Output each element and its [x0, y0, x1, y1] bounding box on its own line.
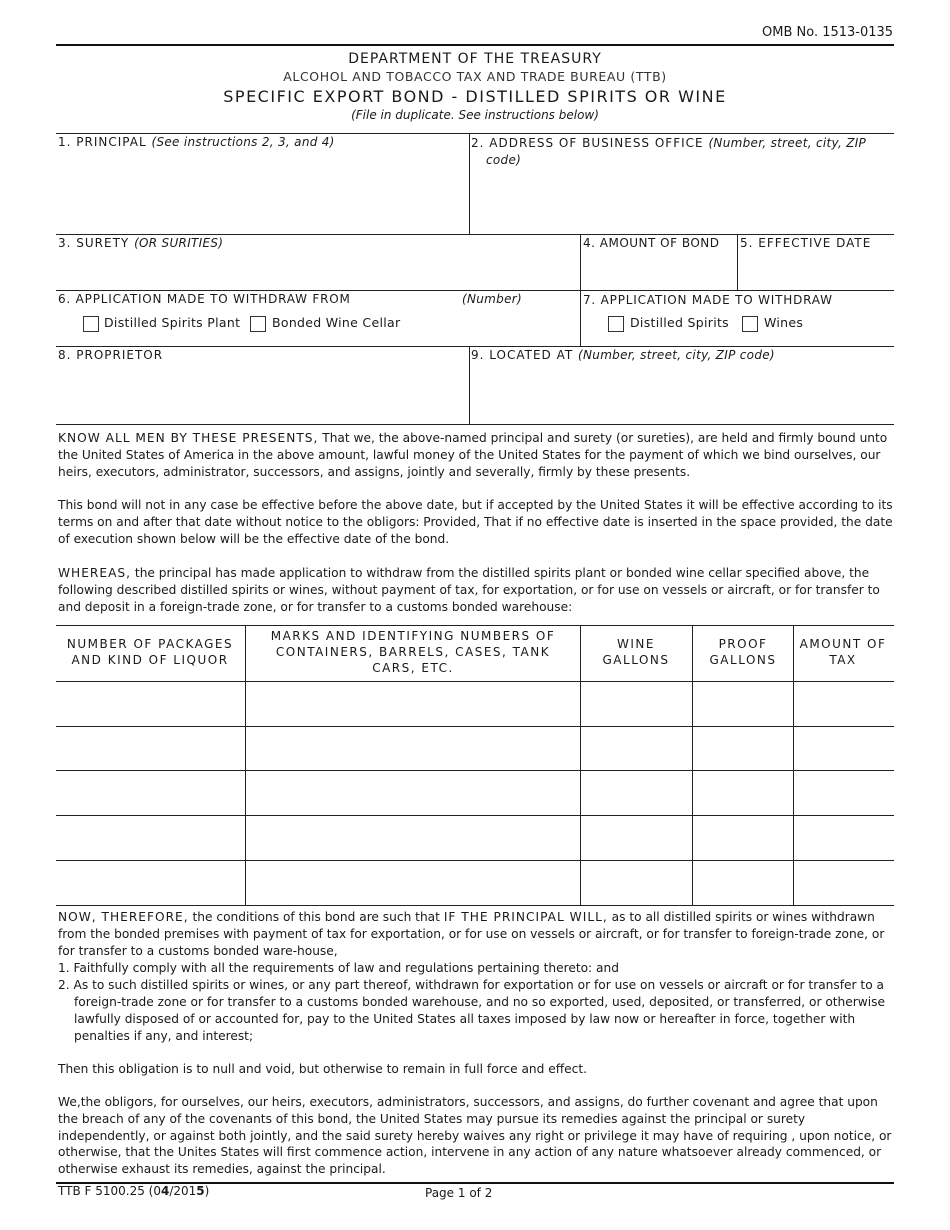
business-address-note: (Number, street, city, ZIP: [708, 136, 867, 150]
page-number: Page 1 of 2: [425, 1186, 493, 1200]
form-number: TTB F 5100.25 (04/2015): [58, 1184, 210, 1198]
bureau-heading: ALCOHOL AND TOBACCO TAX AND TRADE BUREAU (TTB): [283, 69, 667, 84]
table-cell[interactable]: [693, 682, 792, 725]
amount-of-bond-field[interactable]: 4. AMOUNT OF BOND: [583, 236, 720, 250]
table-cell[interactable]: [794, 682, 893, 725]
column-header-amount-of-tax: AMOUNT OF TAX: [799, 637, 887, 667]
withdraw-from-label: 6. APPLICATION MADE TO WITHDRAW FROM: [58, 292, 351, 306]
principal-field[interactable]: [58, 134, 335, 150]
omb-number: OMB No. 1513-0135: [762, 25, 894, 40]
condition-item-1: 1. Faithfully comply with all the requirements of law and regulations pertaining thereto: and: [58, 961, 619, 975]
business-address-note-cont: code): [486, 153, 522, 167]
distilled-spirits-label: Distilled Spirits: [630, 315, 729, 330]
surety-label: 3. SURETY: [58, 236, 130, 250]
grid-line: [469, 133, 470, 234]
distilled-spirits-plant-label: Distilled Spirits Plant: [104, 315, 241, 330]
principal-label: 1. PRINCIPAL: [58, 135, 147, 149]
surety-field[interactable]: [58, 235, 223, 251]
surety-note: (OR SURITIES): [134, 236, 224, 250]
table-col-line: [793, 625, 794, 905]
column-header-wine-gallons: WINE GALLONS: [602, 637, 670, 667]
grid-line: [737, 234, 738, 290]
column-header-marks: MARKS AND IDENTIFYING NUMBERS OF CONTAINERS, BARRELS, CASES, TANK CARS, ETC.: [270, 629, 556, 675]
form-subtitle: (File in duplicate. See instructions below): [351, 108, 599, 122]
form-title: SPECIFIC EXPORT BOND - DISTILLED SPIRITS OR WINE: [223, 87, 727, 106]
principal-note: (See instructions 2, 3, and 4): [151, 135, 335, 149]
proprietor-field[interactable]: 8. PROPRIETOR: [58, 348, 164, 362]
business-address-label: 2. ADDRESS OF BUSINESS OFFICE: [471, 136, 704, 150]
located-at-label: 9. LOCATED AT: [471, 348, 574, 362]
distilled-spirits-checkbox[interactable]: [608, 316, 624, 332]
withdraw-from-number[interactable]: (Number): [462, 292, 522, 306]
wines-label: Wines: [764, 315, 804, 330]
covenant-paragraph: We,the obligors, for ourselves, our heirs, executors, administrators, successors, and assigns, do further covenant and agree that upon the breach of any of the covenants of this bond, the United States may pursue its remedies against the principal or surety independently, or against both jointly, and the said surety hereby waives any right or privilege it may have of requiring , upon notice, or otherwise, that the Unites States will first commence action, intervene in any action of any nature whatsoever already commenced, or otherwise exhaust its remedies, against the principal.: [58, 1095, 892, 1177]
now-therefore-paragraph: NOW, THEREFORE, the conditions of this bond are such that IF THE PRINCIPAL WILL, as to all distilled spirits or wines withdrawn from the bonded premises with payment of tax for exportation, or for use on vessels or aircraft, or for transfer to foreign-trade zone, or for transfer to a customs bonded ware-house,: [58, 910, 885, 958]
bonded-wine-cellar-checkbox[interactable]: [250, 316, 266, 332]
effective-date-field[interactable]: 5. EFFECTIVE DATE: [740, 236, 872, 250]
located-at-note: (Number, street, city, ZIP code): [578, 348, 775, 362]
know-all-men-paragraph: KNOW ALL MEN BY THESE PRESENTS, That we, the above-named principal and surety (or sureties), are held and firmly bound unto the United States of America in the above amount, lawful money of the United States for the payment of which we bind ourselves, our heirs, executors, administrator, successors, and assigns, jointly and severally, firmly by these presents.: [58, 431, 888, 479]
table-col-line: [245, 625, 246, 905]
located-at-field[interactable]: [471, 347, 775, 363]
table-row-line: [56, 815, 894, 816]
whereas-paragraph: WHEREAS, the principal has made application to withdraw from the distilled spirits plant or bonded wine cellar specified above, the following described distilled spirits or wines, without payment of tax, for exportation, or for use on vessels or aircraft, or for transfer to and deposit in a foreign-trade zone, or for transfer to a customs bonded warehouse:: [58, 566, 880, 614]
grid-line: [580, 234, 581, 346]
department-heading: DEPARTMENT OF THE TREASURY: [348, 51, 602, 67]
business-address-field[interactable]: [471, 135, 881, 151]
table-border: [56, 905, 894, 906]
effective-paragraph: This bond will not in any case be effective before the above date, but if accepted by the United States it will be effective according to its terms on and after that date without notice to the obligors: Provided, That if no effective date is inserted in the space provided, the date of execution shown below will be the effective date of the bond.: [58, 498, 893, 546]
table-row-line: [56, 770, 894, 771]
table-row-line: [56, 726, 894, 727]
table-border: [56, 625, 894, 626]
bonded-wine-cellar-label: Bonded Wine Cellar: [272, 315, 401, 330]
column-header-proof-gallons: PROOF GALLONS: [709, 637, 777, 667]
table-cell[interactable]: [246, 682, 579, 725]
table-col-line: [580, 625, 581, 905]
table-cell[interactable]: [57, 682, 244, 725]
condition-item-2-cont: foreign-trade zone or for transfer to a customs bonded warehouse, and no so exported, used, deposited, or transferred, or otherwise lawfully disposed of or accounted for, pay to the United States all taxes imposed by law now or hereafter in force, together with penalties if any, and interest;: [74, 995, 885, 1043]
withdraw-label: 7. APPLICATION MADE TO WITHDRAW: [583, 293, 833, 307]
wines-checkbox[interactable]: [742, 316, 758, 332]
table-cell[interactable]: [581, 682, 691, 725]
table-col-line: [692, 625, 693, 905]
distilled-spirits-plant-checkbox[interactable]: [83, 316, 99, 332]
column-header-packages: NUMBER OF PACKAGES AND KIND OF LIQUOR: [66, 637, 234, 667]
null-void-paragraph: Then this obligation is to null and void, but otherwise to remain in full force and effect.: [58, 1062, 588, 1076]
top-rule: [56, 44, 894, 46]
grid-line: [469, 346, 470, 424]
grid-line: [56, 424, 894, 425]
condition-item-2: 2. As to such distilled spirits or wines, or any part thereof, withdrawn for exportation or for use on vessels or aircraft or for transfer to a: [58, 978, 885, 992]
table-row-line: [56, 860, 894, 861]
